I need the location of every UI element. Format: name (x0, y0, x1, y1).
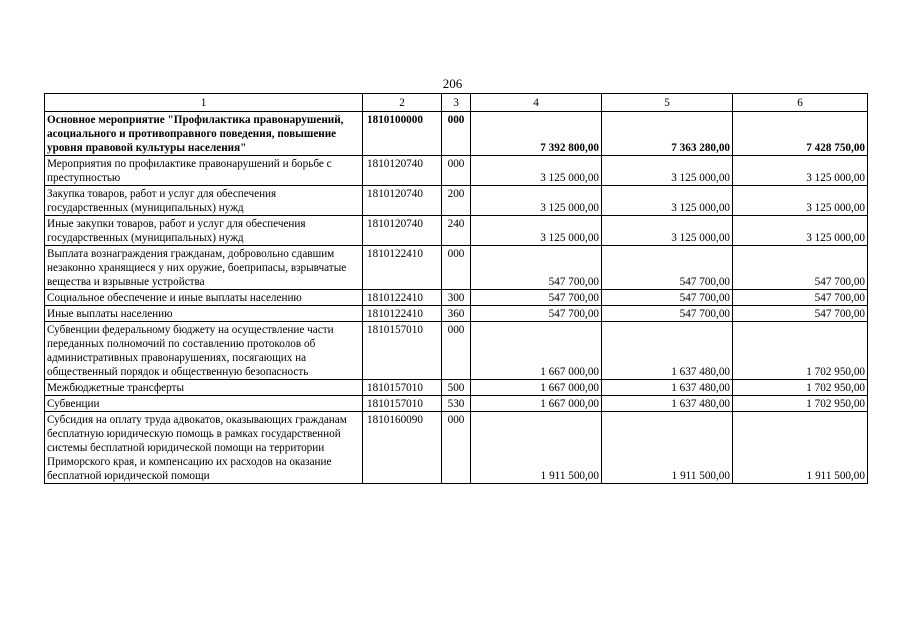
expense-type-code: 000 (442, 156, 471, 186)
target-code: 1810120740 (363, 156, 442, 186)
table-row (45, 156, 868, 186)
column-header: 4 (471, 94, 602, 112)
expense-type-code: 500 (442, 380, 471, 396)
column-header: 3 (442, 94, 471, 112)
row-name: Основное мероприятие "Профилактика правонарушений, асоциального и противоправного поведения, повышение уровня правовой культуры населения" (45, 112, 363, 156)
amount-col-6: 3 125 000,00 (733, 156, 868, 186)
amount-col-4: 547 700,00 (471, 290, 602, 306)
target-code: 1810120740 (363, 186, 442, 216)
amount-col-4: 1 911 500,00 (471, 412, 602, 484)
budget-table (44, 93, 868, 484)
expense-type-code: 000 (442, 412, 471, 484)
row-name: Иные закупки товаров, работ и услуг для обеспечения государственных (муниципальных) нужд (45, 216, 363, 246)
amount-col-4: 7 392 800,00 (471, 112, 602, 156)
amount-col-5: 547 700,00 (602, 246, 733, 290)
table-row (45, 216, 868, 246)
amount-col-4: 3 125 000,00 (471, 216, 602, 246)
amount-col-5: 1 637 480,00 (602, 322, 733, 380)
amount-col-6: 547 700,00 (733, 290, 868, 306)
expense-type-code: 000 (442, 112, 471, 156)
amount-col-4: 1 667 000,00 (471, 380, 602, 396)
table-row (45, 290, 868, 306)
amount-col-4: 547 700,00 (471, 306, 602, 322)
target-code: 1810122410 (363, 290, 442, 306)
row-name: Субвенции (45, 396, 363, 412)
table-row (45, 380, 868, 396)
amount-col-5: 3 125 000,00 (602, 216, 733, 246)
amount-col-6: 7 428 750,00 (733, 112, 868, 156)
amount-col-5: 1 911 500,00 (602, 412, 733, 484)
target-code: 1810122410 (363, 246, 442, 290)
amount-col-6: 1 702 950,00 (733, 322, 868, 380)
expense-type-code: 000 (442, 246, 471, 290)
amount-col-4: 1 667 000,00 (471, 322, 602, 380)
target-code: 1810157010 (363, 396, 442, 412)
row-name: Субсидия на оплату труда адвокатов, оказывающих гражданам бесплатную юридическую помощь в рамках государственной системы бесплатной юридической помощи на территории Приморского края, и компенсацию их расходов на оказание бесплатной юридической помощи (45, 412, 363, 484)
amount-col-6: 3 125 000,00 (733, 186, 868, 216)
amount-col-5: 1 637 480,00 (602, 380, 733, 396)
amount-col-4: 547 700,00 (471, 246, 602, 290)
row-name: Субвенции федеральному бюджету на осуществление части переданных полномочий по составлению протоколов об административных правонарушениях, посягающих на общественный порядок и общественную безопасность (45, 322, 363, 380)
expense-type-code: 360 (442, 306, 471, 322)
amount-col-5: 1 637 480,00 (602, 396, 733, 412)
amount-col-5: 7 363 280,00 (602, 112, 733, 156)
amount-col-4: 1 667 000,00 (471, 396, 602, 412)
target-code: 1810100000 (363, 112, 442, 156)
target-code: 1810157010 (363, 322, 442, 380)
target-code: 1810120740 (363, 216, 442, 246)
column-header: 5 (602, 94, 733, 112)
page-number: 206 (442, 76, 463, 91)
header-row (45, 94, 868, 112)
amount-col-5: 3 125 000,00 (602, 186, 733, 216)
table-row (45, 186, 868, 216)
table-row (45, 246, 868, 290)
expense-type-code: 240 (442, 216, 471, 246)
amount-col-6: 3 125 000,00 (733, 216, 868, 246)
row-name: Мероприятия по профилактике правонарушений и борьбе с преступностью (45, 156, 363, 186)
expense-type-code: 200 (442, 186, 471, 216)
amount-col-5: 3 125 000,00 (602, 156, 733, 186)
amount-col-6: 1 702 950,00 (733, 396, 868, 412)
row-name: Выплата вознаграждения гражданам, добровольно сдавшим незаконно хранящиеся у них оружие, боеприпасы, взрывчатые вещества и взрывные устройства (45, 246, 363, 290)
target-code: 1810122410 (363, 306, 442, 322)
row-name: Иные выплаты населению (45, 306, 363, 322)
column-header: 6 (733, 94, 868, 112)
amount-col-6: 547 700,00 (733, 246, 868, 290)
column-header: 2 (363, 94, 442, 112)
target-code: 1810160090 (363, 412, 442, 484)
amount-col-5: 547 700,00 (602, 290, 733, 306)
table-row (45, 306, 868, 322)
table-row (45, 322, 868, 380)
amount-col-4: 3 125 000,00 (471, 156, 602, 186)
column-header: 1 (45, 94, 363, 112)
table-row (45, 412, 868, 484)
row-name: Социальное обеспечение и иные выплаты населению (45, 290, 363, 306)
expense-type-code: 000 (442, 322, 471, 380)
amount-col-6: 547 700,00 (733, 306, 868, 322)
amount-col-6: 1 702 950,00 (733, 380, 868, 396)
target-code: 1810157010 (363, 380, 442, 396)
expense-type-code: 300 (442, 290, 471, 306)
table-row (45, 112, 868, 156)
amount-col-4: 3 125 000,00 (471, 186, 602, 216)
amount-col-6: 1 911 500,00 (733, 412, 868, 484)
expense-type-code: 530 (442, 396, 471, 412)
table-row (45, 396, 868, 412)
row-name: Межбюджетные трансферты (45, 380, 363, 396)
amount-col-5: 547 700,00 (602, 306, 733, 322)
row-name: Закупка товаров, работ и услуг для обеспечения государственных (муниципальных) нужд (45, 186, 363, 216)
